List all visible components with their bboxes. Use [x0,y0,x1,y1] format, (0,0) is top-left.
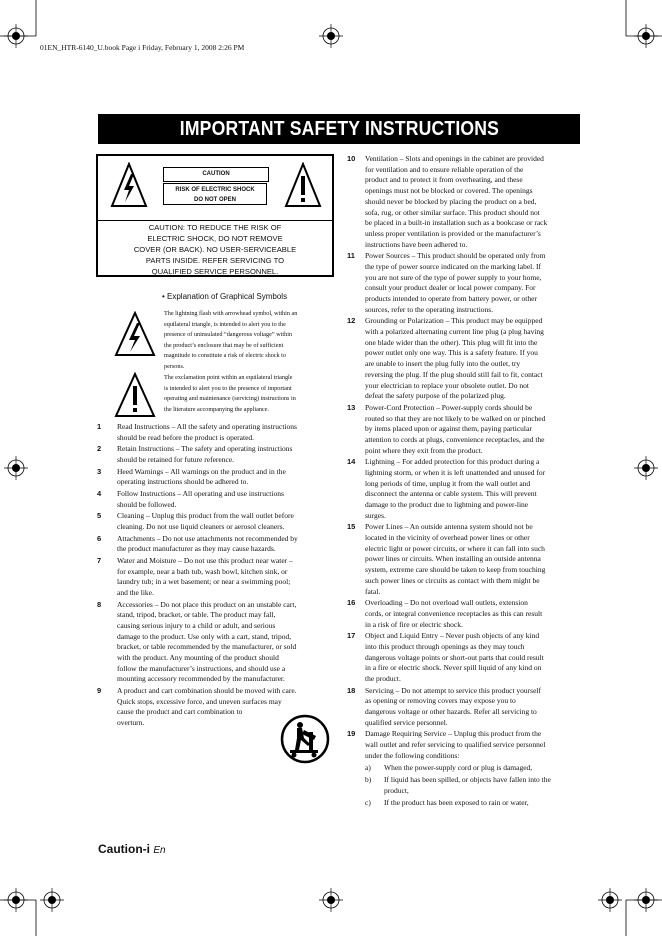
caution-text: CAUTION: TO REDUCE THE RISK OF ELECTRIC SHOCK, DO NOT REMOVE COVER (OR BACK). NO USER-SERVICEABLE PARTS INSIDE. REFER SERVICING TO QUALIFIED SERVICE PERSONNEL. [133,223,297,276]
item-number: 19 [347,729,356,739]
exclamation-symbol-icon [114,372,156,418]
item-number: 9 [97,686,102,695]
registration-mark-bottom-left-inner [40,888,64,912]
condition-letter: c) [365,797,371,807]
item-number: 3 [97,466,102,476]
registration-mark-top-right [634,24,658,48]
item-number: 18 [347,685,356,695]
condition-text: If liquid has been spilled, or objects have fallen into the product, [384,775,551,795]
caution-box [96,154,334,277]
item-text: Overloading – Do not overload wall outlets, extension cords, or integral convenience receptacles as this can result in a risk of fire or electric shock. [365,598,543,629]
registration-mark-top-center [319,24,343,48]
lightning-warning-icon [110,162,148,208]
lightning-symbol-icon [114,311,156,357]
item-number: 16 [347,598,356,608]
item-text: Heed Warnings – All warnings on the product and in the operating instructions should be adhered to. [117,466,286,487]
item-text: Read Instructions – All the safety and operating instructions should be read before the product is operated. [117,422,297,442]
registration-mark-bottom-left [4,888,28,912]
page-footer [98,842,166,856]
item-text: Accessories – Do not place this product on an unstable cart, stand, tripod, bracket, or table. The product may fall, causing serious injury to a child or adult, and serious damage to the product. Use only with a cart, stand, tripod, bracket, or table recommended by the manufacturer, or sold with the product. Any mounting of the product should follow the manufacturer’s instructions, and should use a mounting accessory recommended by the manufacturer. [117,599,297,684]
risk-label: RISK OF ELECTRIC SHOCK DO NOT OPEN [163,183,267,205]
item-text: Object and Liquid Entry – Never push objects of any kind into this product through openings as they may touch dangerous voltage points or short-out parts that could result in a fire or electric shock. Never spill liquid of any kind on the product. [365,631,544,683]
item-text: Servicing – Do not attempt to service this product yourself as opening or removing covers may expose you to dangerous voltage or other hazards. Refer all servicing to qualified service personnel. [365,685,542,727]
item-number: 15 [347,522,356,532]
caution-label: CAUTION [163,167,269,182]
item-text: Water and Moisture – Do not use this product near water – for example, near a bath tub, wash bowl, kitchen sink, or laundry tub; in a wet basement; or near a swimming pool; and the like. [117,555,293,597]
item-text: Damage Requiring Service – Unplug this product from the wall outlet and refer servicing to qualified service personnel under the following conditions: [365,729,546,760]
item-text: Follow Instructions – All operating and use instructions should be followed. [117,488,284,509]
item-text: Cleaning – Unplug this product from the wall outlet before cleaning. Do not use liquid cleaners or aerosol cleaners. [117,511,294,531]
registration-mark-bottom-center [319,888,343,912]
condition-letter: b) [365,775,372,785]
item-number: 1 [97,422,102,431]
item-number: 13 [347,402,356,412]
cart-tipover-warning-icon [280,714,330,764]
registration-mark-bottom-right-inner [598,888,622,912]
item-text: Retain Instructions – The safety and operating instructions should be retained for future reference. [117,444,293,464]
registration-mark-mid-right [634,456,658,480]
exclamation-warning-icon [284,162,322,208]
item-number: 4 [97,488,102,498]
item-text: A product and cart combination should be moved with care. Quick stops, excessive force, and uneven surfaces may cause the product and cart combination to overturn. [117,686,297,728]
item-text: Power Lines – An outside antenna system should not be located in the vicinity of overhead power lines or other electric light or power circuits, or where it can fall into such power lines or circuits. When installing an outside antenna system, extreme care should be taken to keep from touching such power lines or circuits as contact with them might be fatal. [365,522,546,596]
item-number: 11 [347,251,355,261]
item-number: 2 [97,444,102,454]
item-text: Power-Cord Protection – Power-supply cords should be routed so that they are not likely to be walked on or pinched by items placed upon or against them, paying particular attention to cords at plugs, convenience receptacles, and the point where they exit from the product. [365,402,546,455]
caution-box-top [98,156,332,221]
lightning-symbol-text: The lightning flash with arrowhead symbol, within an equilateral triangle, is intended to alert you to the presence of uninsulated “dangerous voltage” within the product’s enclosure that may be of sufficient magnitude to constitute a risk of electric shock to persons. [164,310,298,370]
item-number: 6 [97,533,102,543]
item-number: 12 [347,316,356,326]
item-text: Lightning – For added protection for this product during a lightning storm, or when it is left unattended and unused for long periods of time, unplug it from the wall outlet and disconnect the antenna or cable system. This will prevent damage to the product due to lightning and power-line surges. [365,457,546,520]
item-text: Power Sources – This product should be operated only from the type of power source indicated on the marking label. If you are not sure of the type of power supply to your home, consult your product dealer or local power company. For products intended to operate from battery power, or other sources, refer to the operating instructions. [365,251,546,314]
condition-text: When the power-supply cord or plug is damaged, [384,763,533,773]
registration-mark-mid-left [4,456,28,480]
item-text: Ventilation – Slots and openings in the cabinet are provided for ventilation and to ensure reliable operation of the product and to protect it from overheating, and these openings must not be blocked or covered. The openings should never be blocked by placing the product on a bed, sofa, rug, or other similar surface. This product should not be placed in a built-in installation such as a bookcase or rack unless proper ventilation is provided or the manufacturer’s instructions have been adhered to. [365,154,548,249]
item-number: 10 [347,154,356,163]
item-number: 17 [347,631,356,641]
item-text: Grounding or Polarization – This product may be equipped with a polarized alternating current line plug (a plug having one blade wider than the other). This plug will fit into the power outlet only one way. This is a safety feature. If you are unable to insert the plug fully into the outlet, try reversing the plug. If the plug should still fail to fit, contact your electrician to replace your obsolete outlet. Do not defeat the safety purpose of the polarized plug. [365,316,544,401]
item-number: 5 [97,511,102,521]
registration-mark-top-left [4,24,28,48]
language-label: En [153,845,166,856]
item-number: 8 [97,599,102,609]
item-text: Attachments – Do not use attachments not recommended by the product manufacturer as they may cause hazards. [117,533,298,554]
page-title-bar [98,114,580,144]
item-number: 14 [347,457,356,467]
condition-letter: a) [365,763,371,773]
exclamation-symbol-text: The exclamation point within an equilateral triangle is intended to alert you to the presence of important operating and maintenance (servicing) instructions in the literature accompanying the appliance. [164,374,296,413]
page-number: Caution-i [98,842,150,856]
page-title: IMPORTANT SAFETY INSTRUCTIONS [179,117,499,140]
registration-mark-bottom-right [634,888,658,912]
condition-text: If the product has been exposed to rain or water, [384,797,529,807]
print-header: 01EN_HTR-6140_U.book Page i Friday, February 1, 2008 2:26 PM [40,43,245,52]
item-number: 7 [97,555,102,565]
explanation-title: • Explanation of Graphical Symbols [162,292,288,301]
